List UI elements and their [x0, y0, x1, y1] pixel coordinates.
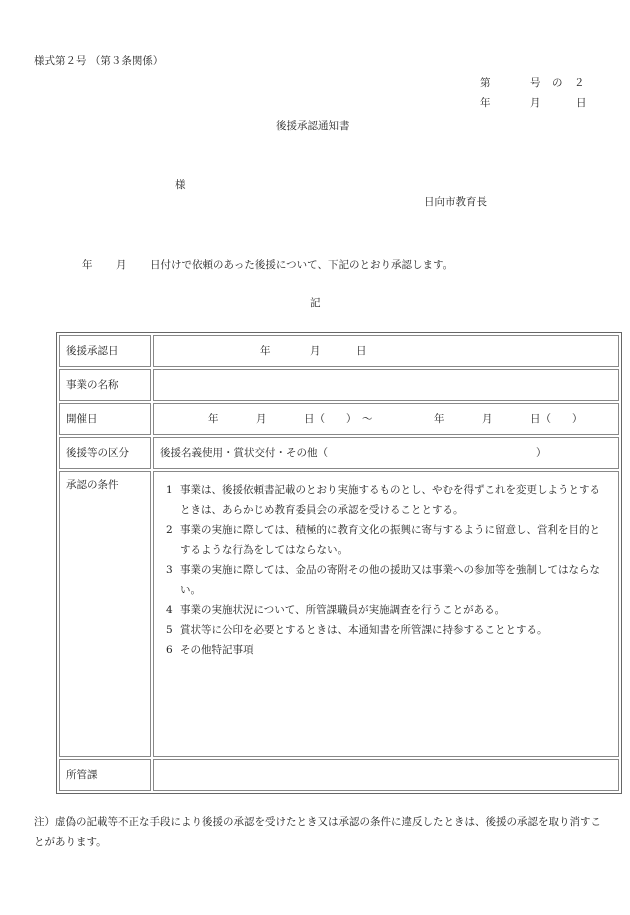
department-cell [153, 759, 619, 791]
approval-date-cell [153, 335, 619, 367]
date-day: 日 [576, 97, 587, 109]
table-row [59, 403, 619, 435]
ref-go: 号 [530, 77, 541, 89]
date-year: 年 [480, 97, 491, 109]
support-type-options: 後援名義使用・賞状交付・その他（ [160, 447, 328, 459]
condition-item [166, 520, 608, 560]
condition-text: 事業の実施に際しては、金品の寄附その他の援助又は事業への参加等を強制してはならない。 [180, 564, 600, 596]
intro-month: 月 [116, 259, 127, 271]
condition-number: 1 [166, 484, 173, 496]
end-month: 月 [482, 413, 493, 425]
issuer-name: 日向市教育長 [424, 196, 487, 208]
condition-text: 事業の実施に際しては、積極的に教育文化の振興に寄与するように留意し、営利を目的とするような行為をしてはならない。 [180, 524, 600, 556]
condition-text: 事業の実施状況について、所管課職員が実施調査を行うことがある。 [180, 604, 506, 616]
condition-number: 6 [166, 644, 173, 656]
ref-num: ２ [574, 77, 585, 89]
ref-no: の [552, 77, 563, 89]
condition-number: 5 [166, 624, 173, 636]
approval-month: 月 [310, 345, 321, 357]
condition-item [166, 480, 608, 520]
approval-table [56, 332, 622, 794]
start-year: 年 [208, 413, 219, 425]
table-row [59, 369, 619, 401]
start-month: 月 [256, 413, 267, 425]
condition-item [166, 640, 608, 660]
condition-item [166, 620, 608, 640]
support-type-cell [153, 437, 619, 469]
addressee: 様 [175, 179, 186, 191]
end-day: 日（ ） [530, 413, 583, 425]
conditions-cell [153, 471, 619, 757]
condition-number: 3 [166, 564, 173, 576]
conditions-list [160, 480, 612, 660]
condition-item [166, 560, 608, 600]
row-label: 事業の名称 [59, 369, 151, 401]
range-tilde: ～ [362, 413, 373, 425]
condition-text: 事業は、後援依頼書記載のとおり実施するものとし、やむを得ずこれを変更しようとするときは、あらかじめ教育委員会の承認を受けることとする。 [180, 484, 600, 516]
form-number: 様式第２号 （第３条関係） [34, 55, 164, 67]
footnote: 注）虚偽の記載等不正な手段により後援の承認を受けたとき又は承認の条件に違反したときは、後援の承認を取り消すことがあります。 [34, 816, 601, 848]
condition-number: 4 [166, 604, 173, 616]
support-type-close: ） [536, 447, 547, 459]
approval-day: 日 [356, 345, 367, 357]
condition-number: 2 [166, 524, 173, 536]
row-label: 後援承認日 [59, 335, 151, 367]
event-name-cell [153, 369, 619, 401]
condition-text: 賞状等に公印を必要とするときは、本通知書を所管課に持参することとする。 [180, 624, 548, 636]
condition-text: その他特記事項 [180, 644, 254, 656]
condition-item [166, 600, 608, 620]
ref-dai: 第 [480, 77, 491, 89]
end-year: 年 [434, 413, 445, 425]
row-label: 開催日 [59, 403, 151, 435]
table-row [59, 471, 619, 757]
intro-year: 年 [82, 259, 93, 271]
row-label: 承認の条件 [59, 471, 151, 757]
row-label: 所管課 [59, 759, 151, 791]
date-month: 月 [530, 97, 541, 109]
table-row [59, 437, 619, 469]
start-day: 日（ ） [304, 413, 357, 425]
table-row [59, 759, 619, 791]
ki-heading: 記 [310, 297, 321, 309]
document-title: 後援承認通知書 [276, 120, 350, 132]
intro-text: 日付けで依頼のあった後援について、下記のとおり承認します。 [150, 259, 454, 271]
table-row [59, 335, 619, 367]
event-date-cell [153, 403, 619, 435]
approval-year: 年 [260, 345, 271, 357]
row-label: 後援等の区分 [59, 437, 151, 469]
